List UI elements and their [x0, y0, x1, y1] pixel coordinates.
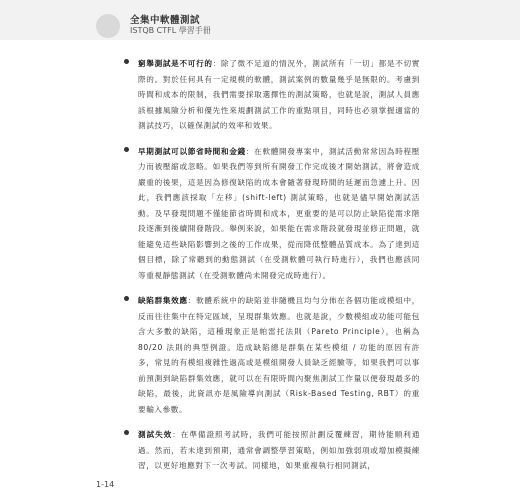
list-item-paragraph — [138, 293, 420, 417]
bullet-icon — [124, 147, 129, 152]
list-item — [124, 293, 420, 417]
list-item-term: 測試失效 — [138, 430, 173, 439]
list-item-term: 早期測試可以節省時間和金錢 — [138, 146, 246, 156]
page-number: 1-14 — [96, 480, 115, 489]
list-item — [124, 144, 420, 284]
bullet-icon — [124, 430, 129, 435]
list-item-text: ：在準備證照考試時，我們可能按照計劃反覆練習，期待能順利通過。然而，若未達到預期，通常會調整學習策略，例如加強弱項或增加模擬練習，以更好地應對下一次考試。同樣地，如果重複執行相同測試， — [138, 430, 420, 470]
list-item-paragraph — [138, 56, 420, 134]
page-content — [124, 56, 420, 484]
page-header — [0, 0, 520, 40]
list-item-text: ：在軟體開發專案中，測試活動常常因為時程壓力而被壓縮或忽略。如果我們等到所有開發工作完成後才開始測試，將會造成嚴重的後果，這是因為修復缺陷的成本會隨著發現時間的延遲而急遽上升。因此，我們應該採取「左移」(shift-left) 測試策略，也就是儘早開始測試活動。及早發現問題不僅能節省時間和成本，更重要的是可以防止缺陷從需求階段逐漸到後續開發階段。舉例來說，如果能在需求階段就發現並修正問題，就能避免這些缺陷影響到之後的工作成果，從而降低整體品質成本。為了達到這個目標，除了常聽到的動態測試（在受測軟體可執行時進行），我們也應該同等重視靜態測試（在受測軟體尚未開發完成時進行）。 — [138, 146, 420, 280]
bullet-icon — [124, 296, 129, 301]
book-title: 全集中軟體測試 — [130, 15, 201, 26]
list-item-text: ：軟體系統中的缺陷並非隨機且均勻分佈在各個功能或模組中，反而往往集中在特定區域，呈現群集效應。也就是說，少數模組或功能可能包含大多數的缺陷，這種現象正是帕雷托法則（Pareto Principle），也稱為 80/20 法則的典型例證。造成缺陷總是群集在某些模組 / 功能的原因有許多，常見的有模組複雜性過高或是模組開發人員缺乏經驗等，如果我們可以事前預測到缺陷群集效應，就可以在有限時間內聚焦測試工作量以便發現最多的缺陷，最後，此資訊亦是風險導向測試（Risk-Based Testing, RBT）的重要輸入參數。 — [138, 296, 420, 414]
header-decoration-circle — [96, 14, 120, 38]
list-item-text: ：除了微不足道的情況外，測試所有「一切」都是不切實際的。對於任何具有一定規模的軟體，測試案例的數量幾乎是無限的。考慮到時間和成本的限制，我們需要採取選擇性的測試策略，也就是說，測試人員應該根據風險分析和優先性來規劃測試工作的重點項目，同時也必須掌握適當的測試技巧，以確保測試的效率和效果。 — [138, 59, 420, 130]
list-item-paragraph — [138, 427, 420, 474]
list-item — [124, 427, 420, 474]
list-item-paragraph — [138, 144, 420, 284]
list-item-term: 缺陷群集效應 — [138, 296, 188, 305]
bullet-icon — [124, 59, 129, 64]
book-subtitle: ISTQB CTFL 學習手冊 — [130, 26, 211, 35]
list-item — [124, 56, 420, 134]
list-item-term: 窮舉測試是不可行的 — [138, 59, 213, 68]
